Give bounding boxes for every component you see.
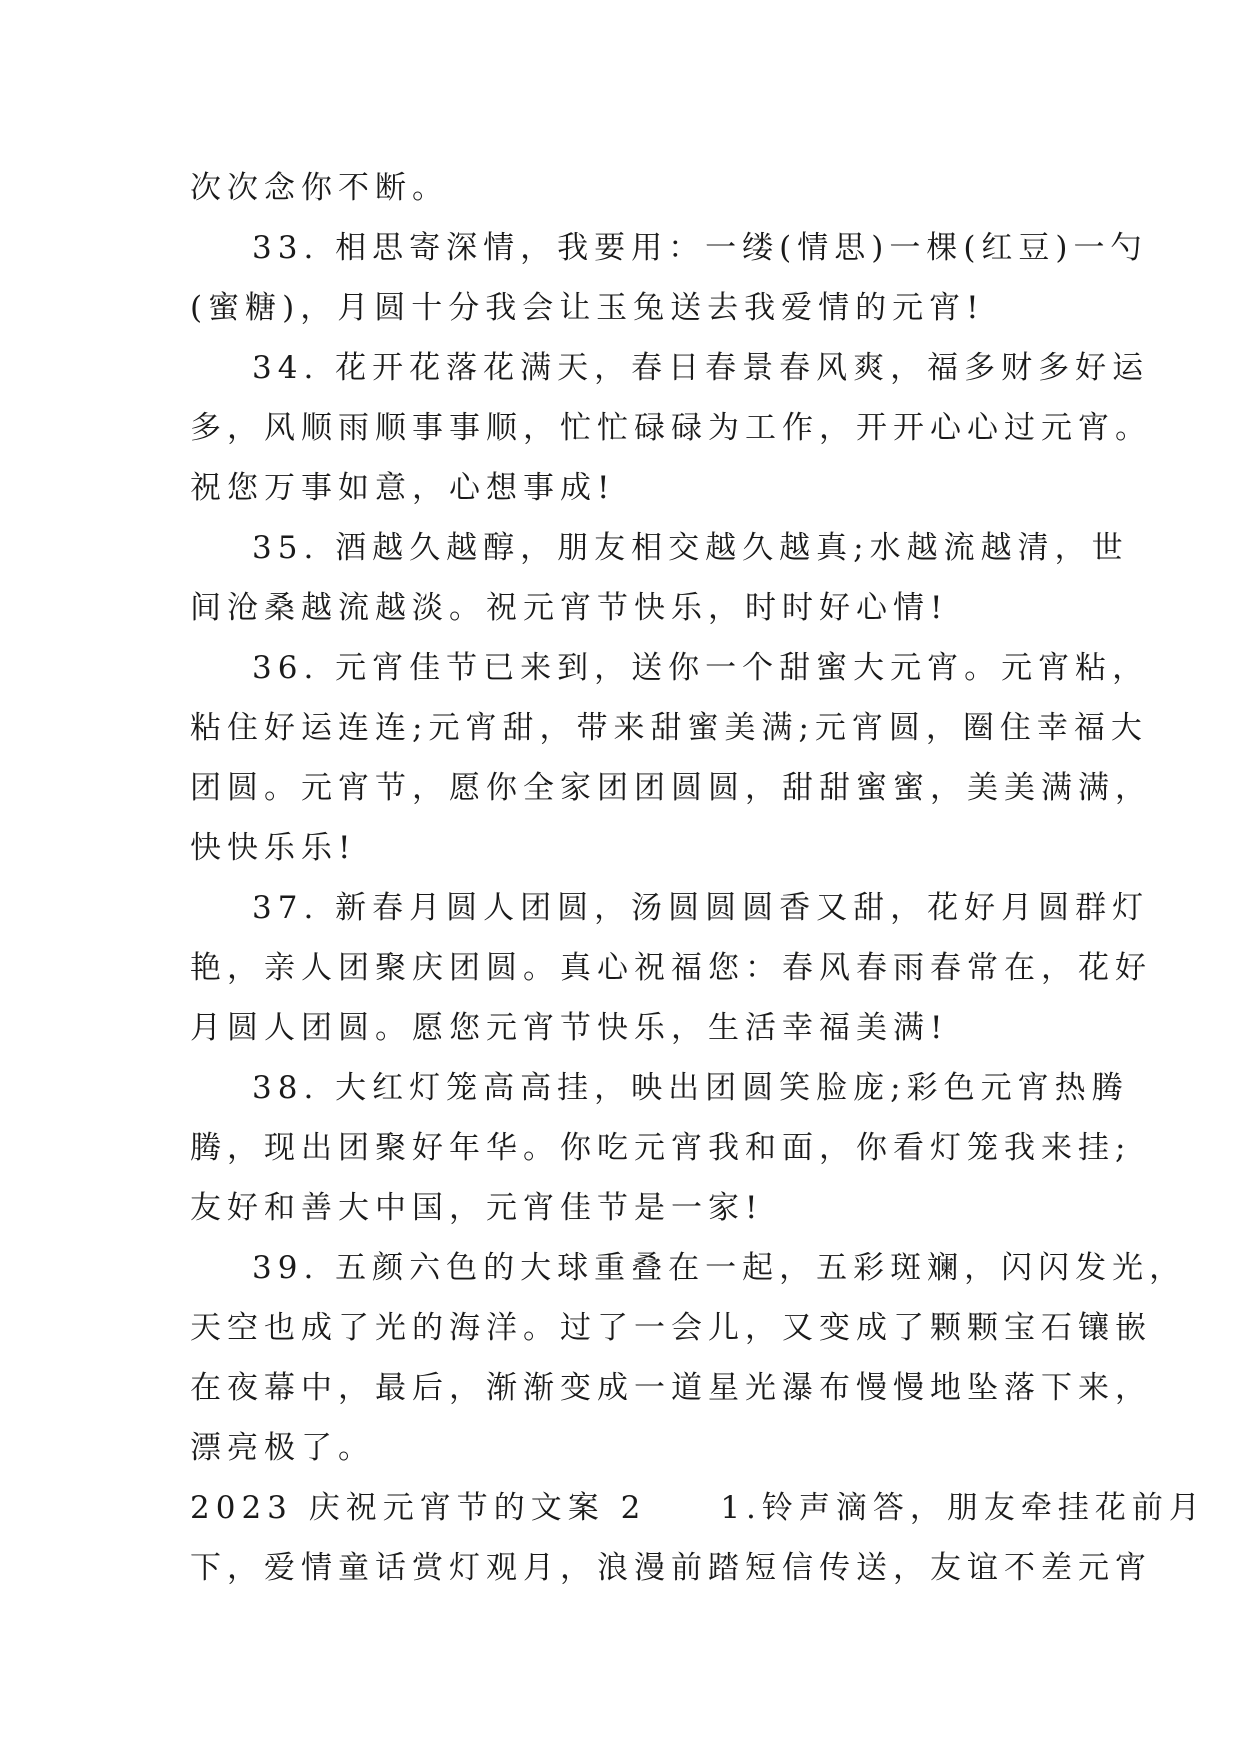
item-37-line: 37. 新春月圆人团圆，汤圆圆圆香又甜，花好月圆群灯 [252, 890, 1150, 926]
text-line: 友好和善大中国，元宵佳节是一家! [190, 1190, 764, 1226]
text-line: 次次念你不断。 [190, 170, 449, 206]
text-line: 团圆。元宵节，愿你全家团团圆圆，甜甜蜜蜜，美美满满， [190, 770, 1152, 806]
text-line: 漂亮极了。 [190, 1430, 375, 1466]
text-line: 多，风顺雨顺事事顺，忙忙碌碌为工作，开开心心过元宵。 [190, 410, 1152, 446]
item-35-line: 35. 酒越久越醇，朋友相交越久越真;水越流越清，世 [252, 530, 1129, 566]
text-line: 下，爱情童话赏灯观月，浪漫前踏短信传送，友谊不差元宵 [190, 1550, 1152, 1586]
text-line: 祝您万事如意，心想事成! [190, 470, 616, 506]
item-34-line: 34. 花开花落花满天，春日春景春风爽，福多财多好运 [252, 350, 1150, 386]
text-line: (蜜糖)，月圆十分我会让玉兔送去我爱情的元宵! [190, 290, 985, 326]
item-36-line: 36. 元宵佳节已来到，送你一个甜蜜大元宵。元宵粘， [252, 650, 1150, 686]
text-line: 间沧桑越流越淡。祝元宵节快乐，时时好心情! [190, 590, 949, 626]
text-line: 粘住好运连连;元宵甜，带来甜蜜美满;元宵圆，圈住幸福大 [190, 710, 1148, 746]
item-39-line: 39. 五颜六色的大球重叠在一起，五彩斑斓，闪闪发光， [252, 1250, 1187, 1286]
text-line: 快快乐乐! [190, 830, 357, 866]
text-line: 腾，现出团聚好年华。你吃元宵我和面，你看灯笼我来挂; [190, 1130, 1132, 1166]
item-33-line: 33. 相思寄深情，我要用：一缕(情思)一棵(红豆)一勺 [252, 230, 1148, 266]
item-38-line: 38. 大红灯笼高高挂，映出团圆笑脸庞;彩色元宵热腾 [252, 1070, 1129, 1106]
text-line: 艳，亲人团聚庆团圆。真心祝福您：春风春雨春常在，花好 [190, 950, 1152, 986]
text-line: 在夜幕中，最后，渐渐变成一道星光瀑布慢慢地坠落下来， [190, 1370, 1152, 1406]
text-line: 天空也成了光的海洋。过了一会儿，又变成了颗颗宝石镶嵌 [190, 1310, 1152, 1346]
section-heading-line: 2023 庆祝元宵节的文案 2 1.铃声滴答，朋友牵挂花前月 [190, 1490, 1206, 1526]
text-line: 月圆人团圆。愿您元宵节快乐，生活幸福美满! [190, 1010, 949, 1046]
